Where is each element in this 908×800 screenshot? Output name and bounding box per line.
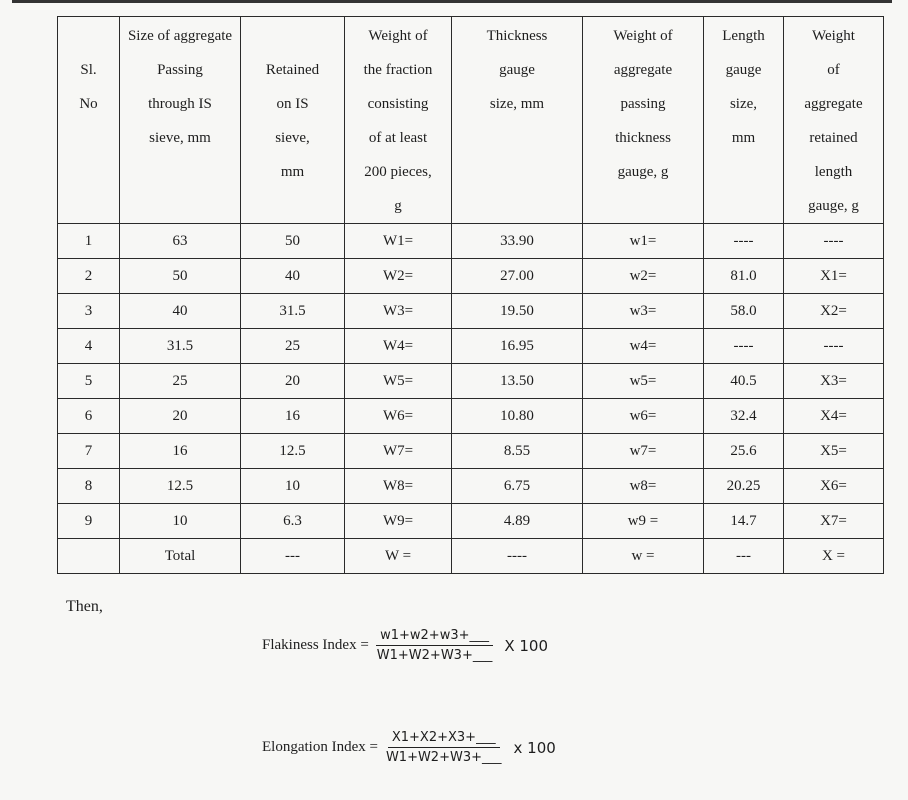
header-line: Size of aggregate — [127, 28, 233, 44]
table-cell: ---- — [452, 539, 583, 574]
table-cell: w = — [583, 539, 704, 574]
table-cell: 27.00 — [452, 259, 583, 294]
table-cell: 31.5 — [120, 329, 241, 364]
header-line: the fraction — [363, 62, 433, 78]
header-line: retained — [809, 130, 858, 146]
table-cell: 16 — [241, 399, 345, 434]
table-cell: 63 — [120, 224, 241, 259]
header-cell — [452, 17, 583, 224]
header-line: size, — [729, 96, 758, 112]
header-line: aggregate — [804, 96, 863, 112]
header-line: Sl. — [80, 62, 97, 78]
table-cell: 16.95 — [452, 329, 583, 364]
table-cell: 4 — [58, 329, 120, 364]
top-border-line — [12, 0, 892, 3]
table-cell: w2= — [583, 259, 704, 294]
table-cell: 25 — [120, 364, 241, 399]
table-cell: 25.6 — [704, 434, 784, 469]
header-cell — [345, 17, 452, 224]
table-cell: 8.55 — [452, 434, 583, 469]
flakiness-index-formula — [262, 628, 548, 663]
table-body — [58, 224, 884, 574]
table-cell: X4= — [784, 399, 884, 434]
table-cell: W = — [345, 539, 452, 574]
table-cell: 20 — [241, 364, 345, 399]
table-cell: 6.75 — [452, 469, 583, 504]
elongation-multiplier: x 100 — [513, 738, 556, 757]
table-cell: X2= — [784, 294, 884, 329]
table-cell: 50 — [241, 224, 345, 259]
table-cell: ---- — [784, 224, 884, 259]
table-row — [58, 469, 884, 504]
flakiness-numerator: w1+w2+w3+___ — [376, 628, 493, 646]
table-cell: X5= — [784, 434, 884, 469]
header-line — [58, 19, 119, 53]
table-cell: 32.4 — [704, 399, 784, 434]
table-cell: W8= — [345, 469, 452, 504]
table-cell: 50 — [120, 259, 241, 294]
header-line: Retained — [265, 62, 320, 78]
header-line: size, mm — [489, 96, 545, 112]
table-cell: 40 — [241, 259, 345, 294]
elongation-index-formula — [262, 730, 556, 765]
table-cell: W4= — [345, 329, 452, 364]
table-row — [58, 399, 884, 434]
header-cell — [784, 17, 884, 224]
table-cell: 40.5 — [704, 364, 784, 399]
table-cell: X7= — [784, 504, 884, 539]
table-cell: 10 — [241, 469, 345, 504]
header-line: gauge — [725, 62, 762, 78]
table-cell: 10.80 — [452, 399, 583, 434]
header-line: Weight of — [368, 28, 428, 44]
table-row — [58, 224, 884, 259]
table-cell: --- — [241, 539, 345, 574]
table-cell: 19.50 — [452, 294, 583, 329]
table-cell: W6= — [345, 399, 452, 434]
header-cell — [58, 17, 120, 224]
table-row — [58, 364, 884, 399]
header-line: No — [79, 96, 98, 112]
table-cell: w4= — [583, 329, 704, 364]
table-cell: 8 — [58, 469, 120, 504]
table-cell: 81.0 — [704, 259, 784, 294]
table-cell: Total — [120, 539, 241, 574]
table-cell: w7= — [583, 434, 704, 469]
table-cell: W7= — [345, 434, 452, 469]
table-cell: W5= — [345, 364, 452, 399]
table-cell: 20 — [120, 399, 241, 434]
header-line: Weight of — [613, 28, 673, 44]
table-row — [58, 539, 884, 574]
table-cell: 12.5 — [241, 434, 345, 469]
table-cell: 6.3 — [241, 504, 345, 539]
header-line: gauge, g — [808, 198, 859, 214]
elongation-index-label: Elongation Index = — [262, 739, 378, 755]
table-cell: X1= — [784, 259, 884, 294]
table-cell: 13.50 — [452, 364, 583, 399]
header-cell — [583, 17, 704, 224]
table-cell: W9= — [345, 504, 452, 539]
table-cell: 31.5 — [241, 294, 345, 329]
aggregate-test-table — [57, 16, 884, 574]
table-cell: 4.89 — [452, 504, 583, 539]
table-cell: 10 — [120, 504, 241, 539]
flakiness-multiplier: X 100 — [504, 636, 549, 655]
header-line: g — [394, 198, 402, 214]
flakiness-denominator: W1+W2+W3+___ — [376, 648, 493, 663]
header-line: on IS — [276, 96, 309, 112]
table-cell: ---- — [704, 329, 784, 364]
flakiness-fraction — [373, 628, 497, 663]
header-line: sieve, — [275, 130, 310, 146]
header-line: Length — [722, 28, 765, 44]
header-line: passing — [620, 96, 666, 112]
table-cell: w5= — [583, 364, 704, 399]
table-cell: w1= — [583, 224, 704, 259]
elongation-fraction — [382, 730, 506, 765]
table-cell: 2 — [58, 259, 120, 294]
header-cell — [120, 17, 241, 224]
table-cell: X6= — [784, 469, 884, 504]
header-line: 200 pieces, — [364, 164, 432, 180]
table-cell: ---- — [784, 329, 884, 364]
table-cell: 1 — [58, 224, 120, 259]
table-cell: X = — [784, 539, 884, 574]
table-row — [58, 329, 884, 364]
table-cell: 20.25 — [704, 469, 784, 504]
header-line: thickness — [615, 130, 671, 146]
header-line: sieve, mm — [149, 130, 211, 146]
table-cell: 6 — [58, 399, 120, 434]
table-cell: 3 — [58, 294, 120, 329]
header-line: of — [827, 62, 840, 78]
header-line: length — [814, 164, 853, 180]
table-cell: w3= — [583, 294, 704, 329]
table-cell: 7 — [58, 434, 120, 469]
then-label: Then, — [66, 598, 103, 615]
header-line: mm — [280, 164, 305, 180]
header-line: aggregate — [613, 62, 673, 78]
header-line: Weight — [812, 28, 855, 44]
table-cell: 40 — [120, 294, 241, 329]
header-line — [241, 19, 344, 53]
table-cell: W2= — [345, 259, 452, 294]
header-line: gauge, g — [617, 164, 669, 180]
table-cell: W1= — [345, 224, 452, 259]
header-line: Passing — [157, 62, 203, 78]
table-cell — [58, 539, 120, 574]
table-cell: 14.7 — [704, 504, 784, 539]
table-cell: w9 = — [583, 504, 704, 539]
table-cell: w6= — [583, 399, 704, 434]
table-row — [58, 259, 884, 294]
header-cell — [704, 17, 784, 224]
table-header-row — [58, 17, 884, 224]
table-cell: W3= — [345, 294, 452, 329]
table-cell: 16 — [120, 434, 241, 469]
header-line: mm — [731, 130, 756, 146]
table-cell: 5 — [58, 364, 120, 399]
header-line: consisting — [367, 96, 429, 112]
table-cell: 33.90 — [452, 224, 583, 259]
elongation-denominator: W1+W2+W3+___ — [385, 750, 502, 765]
table-row — [58, 434, 884, 469]
elongation-numerator: X1+X2+X3+___ — [388, 730, 500, 748]
header-line: through IS — [148, 96, 212, 112]
table-cell: ---- — [704, 224, 784, 259]
table-cell: 25 — [241, 329, 345, 364]
header-line: gauge — [499, 62, 535, 78]
table-cell: w8= — [583, 469, 704, 504]
table-row — [58, 504, 884, 539]
table-cell: --- — [704, 539, 784, 574]
table-cell: 9 — [58, 504, 120, 539]
header-cell — [241, 17, 345, 224]
table-row — [58, 294, 884, 329]
table-cell: 58.0 — [704, 294, 784, 329]
header-line: Thickness — [486, 28, 548, 44]
flakiness-index-label: Flakiness Index = — [262, 637, 369, 653]
table-cell: 12.5 — [120, 469, 241, 504]
table-cell: X3= — [784, 364, 884, 399]
header-line: of at least — [368, 130, 428, 146]
